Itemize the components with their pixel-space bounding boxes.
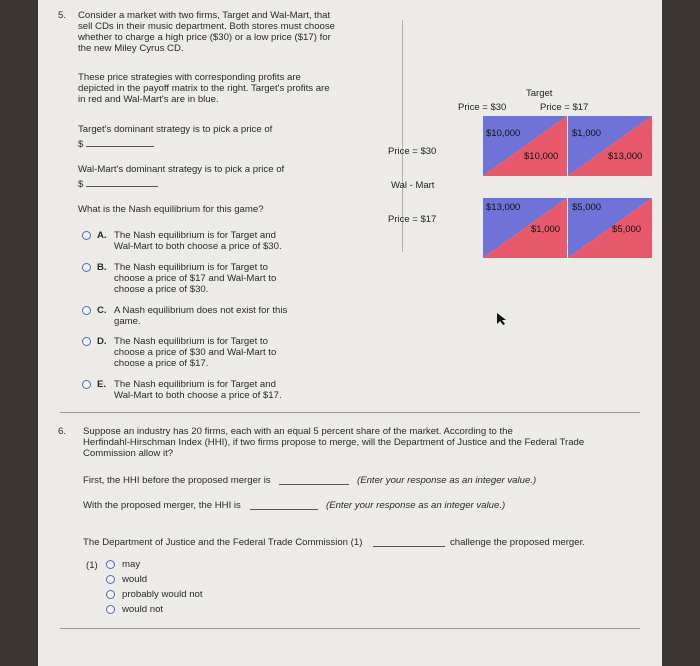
hhi-after-hint: (Enter your response as an integer value.) [326,500,506,511]
choice-would-not[interactable]: would not [106,604,256,616]
cell-w30-t30 [483,116,567,176]
walmart-price-input[interactable] [86,178,158,187]
target-payoff: $5,000 [612,224,642,235]
choice-would[interactable]: would [106,574,256,586]
col-label-17: Price = $17 [540,102,589,113]
row-label-17: Price = $17 [388,214,437,225]
target-payoff: $1,000 [531,224,561,235]
walmart-payoff: $10,000 [486,128,521,139]
hhi-before-prompt: First, the HHI before the proposed merger is [83,475,271,486]
target-dominant-answer[interactable] [78,138,154,150]
choice-radio[interactable] [106,605,115,614]
option-a-radio[interactable] [82,231,91,240]
col-label-30: Price = $30 [458,102,507,113]
question-5-intro: Consider a market with two firms, Target and Wal-Mart, that sell CDs in their music department. Both stores must choose whether to charge a high price ($30) or a low price ($17) for the new Miley Cyrus CD. [78,10,336,54]
target-price-input[interactable] [86,138,154,147]
option-c-radio[interactable] [82,306,91,315]
choice-radio[interactable] [106,560,115,569]
cell-w17-t17 [568,198,652,258]
walmart-dominant-prompt: Wal-Mart's dominant strategy is to pick a price of [78,164,285,175]
col-player-label: Target [526,88,553,99]
question-page [38,0,662,666]
option-d-radio[interactable] [82,337,91,346]
cell-w17-t30 [483,198,567,258]
target-payoff: $13,000 [608,151,643,162]
choice-may[interactable]: may [106,559,256,571]
payoff-matrix [378,20,658,270]
doj-choices [106,559,266,619]
dropdown-marker: (1) [86,560,98,571]
target-dominant-prompt: Target's dominant strategy is to pick a price of [78,124,273,135]
hhi-after-input[interactable] [250,501,318,510]
nash-question: What is the Nash equilibrium for this game? [78,204,264,215]
nash-options: A. The Nash equilibrium is for Target and Wal-Mart to both choose a price of $30. B. The Nash equilibrium is for Target to choose a price of $17 and Wal-Mart to choose a price of $30. C. A Nash equilibrium does not exist for this game. D. The Nash equilibrium is for Target to choose a price of $30 and Wal-Mart to choose a price of $17. E. The Nash equilibrium is for Target and Wal-Mart to both choose a price of $17. [82,230,342,410]
walmart-dominant-answer[interactable] [78,178,158,190]
question-5-number: 5. [58,10,67,21]
doj-dropdown-blank[interactable] [373,538,445,547]
hhi-after-prompt: With the proposed merger, the HHI is [83,500,241,511]
cursor-icon [496,312,508,326]
question-6-number: 6. [58,426,67,437]
walmart-payoff: $5,000 [572,202,602,213]
question-5-strategy-text: These price strategies with corresponding profits are depicted in the payoff matrix to the right. Target's profits are in red and Wal-Mart's are in blue. [78,72,330,105]
question-separator [60,412,640,413]
row-label-30: Price = $30 [388,146,437,157]
cell-w30-t17 [568,116,652,176]
walmart-payoff: $1,000 [572,128,602,139]
hhi-before-input[interactable] [279,476,349,485]
walmart-payoff: $13,000 [486,202,521,213]
target-payoff: $10,000 [524,151,559,162]
row-player-label: Wal - Mart [391,180,435,191]
dollar-sign: $ [78,139,84,150]
doj-prompt: The Department of Justice and the Federal Trade Commission (1) [83,537,363,548]
hhi-before-hint: (Enter your response as an integer value.) [357,475,537,486]
choice-radio[interactable] [106,575,115,584]
doj-prompt-end: challenge the proposed merger. [450,537,585,548]
question-6-intro: Suppose an industry has 20 firms, each with an equal 5 percent share of the market. According to the Herfindahl-Hirschman Index (HHI), if two firms propose to merge, will the Department of Justice and the Federal Trade Commission allow it? [83,426,585,459]
choice-radio[interactable] [106,590,115,599]
choice-probably-would-not[interactable]: probably would not [106,589,256,601]
option-b-radio[interactable] [82,263,91,272]
option-e-radio[interactable] [82,380,91,389]
dollar-sign: $ [78,179,84,190]
bottom-separator [60,628,640,629]
